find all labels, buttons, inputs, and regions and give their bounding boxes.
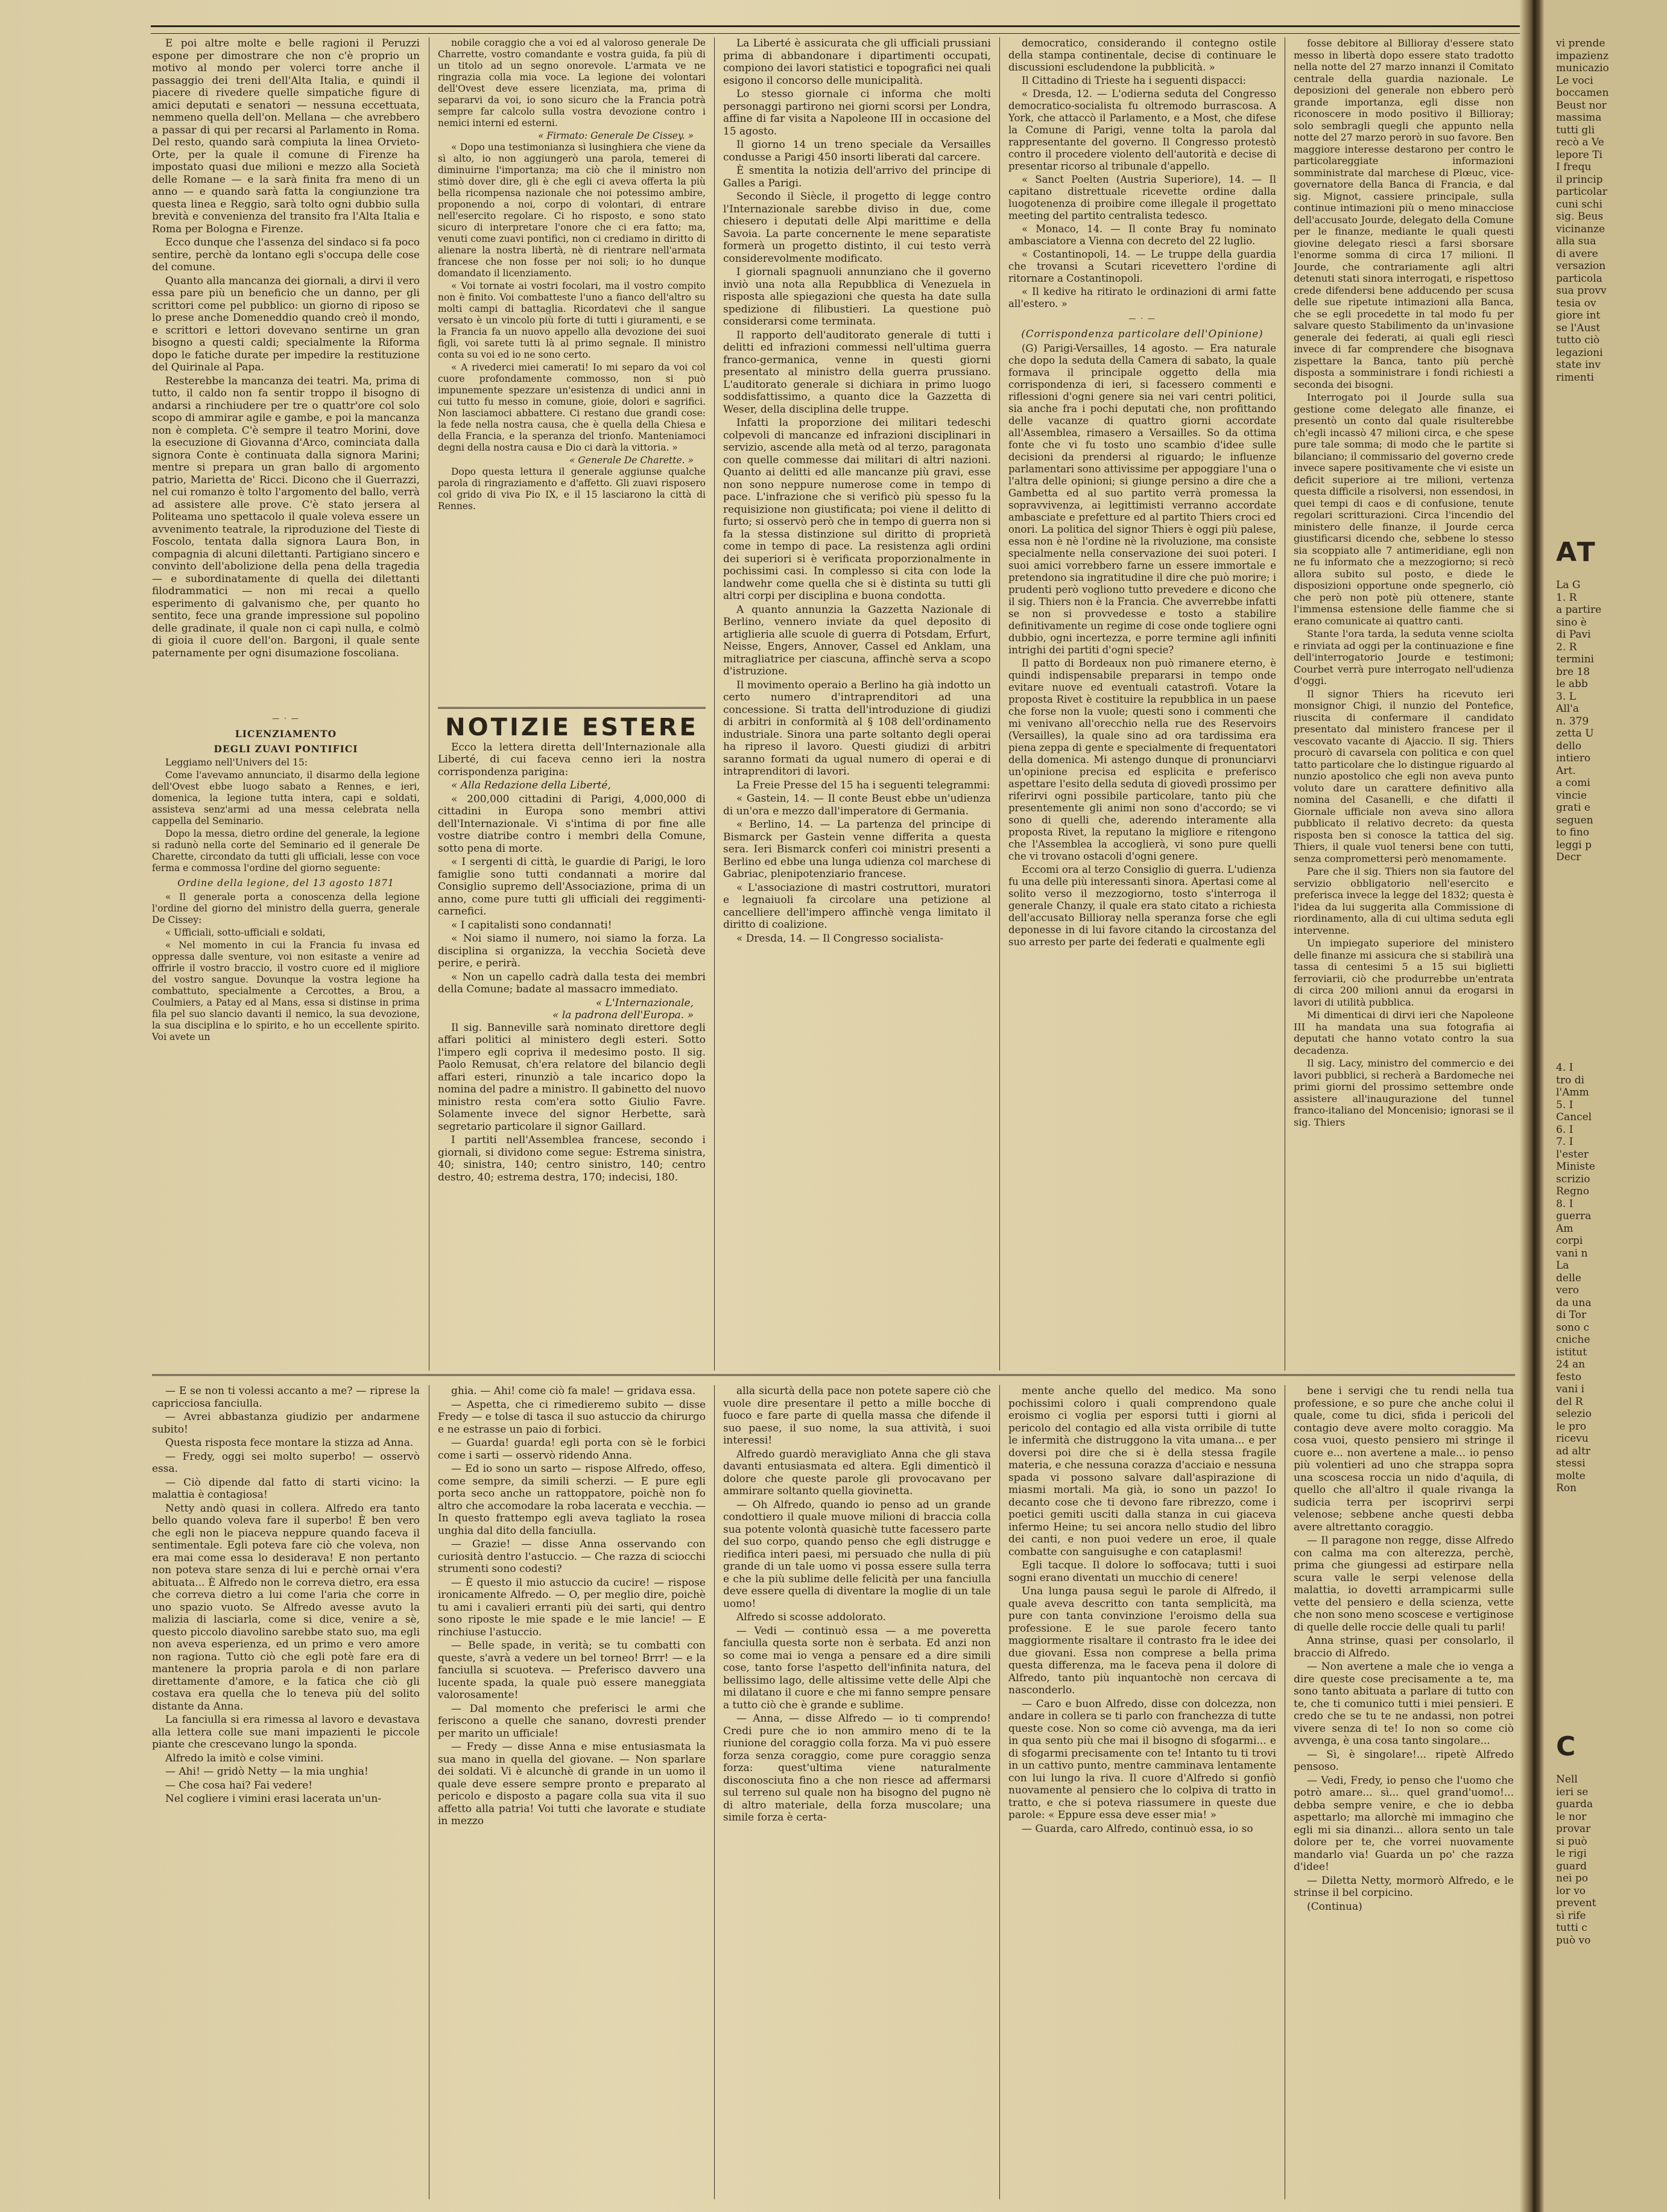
paragraph: « Monaco, 14. — Il conte Bray fu nominato ambasciatore a Vienna con decreto del 22 luglio. [1008, 223, 1276, 247]
facing-page-line: La G [1556, 579, 1581, 591]
facing-page-text-bottom [1556, 1773, 1665, 2196]
facing-page-line: molte [1556, 1469, 1586, 1482]
column-rule [999, 1385, 1000, 2199]
facing-page-line: le pro [1556, 1420, 1587, 1433]
paragraph: Ecco la lettera diretta dell'Internazionale alla Liberté, di cui faceva cenno ieri la nostra corrispondenza parigina: [438, 741, 706, 778]
feuilleton-rule [152, 1374, 1515, 1376]
facing-page-line: impazienz [1556, 49, 1608, 62]
paragraph: — Guarda! guarda! egli porta con sè le forbici come i sarti — osservò ridendo Anna. [438, 1437, 706, 1462]
paragraph: — Caro e buon Alfredo, disse con dolcezza, non andare in collera se ti parlo con franchezza di tutte queste cose. Non so come ciò avvenga, ma da ieri in qua sento più che mai il bisogno di sfogarmi... e di sfogarmi precisamente con te! Intanto tu ti trovi in un cattivo punto, mentre camminava lentamente con lui lungo la riva. Il cuore d'Alfredo si gonfiò nuovamente al pensiero che lo colpiva di tratto in tratto, e che si poteva riassumere in queste due parole: « Eppure essa deve esser mia! » [1008, 1697, 1276, 1821]
paragraph: Interrogato poi il Jourde sulla sua gestione come delegato alle finanze, ei presentò un conto dal quale risulterebbe ch'egli incassò 47 milioni circa, e che spese pure tale somma; di modo che le partite si bilanciano; il commissario del governo crede invece sapere positivamente che vi esiste un deficit superiore ai tre milioni, vertenza questa difficile a risolversi, non essendosi, in quei tempi di caos e di confusione, tenute regolari scritturazioni. Circa l'incendio del ministero delle finanze, il Jourde cerca giustificarsi dicendo che, sebbene lo stesso sia scoppiato alle 7 antimeridiane, egli non ne fu informato che a mezzogiorno; si recò allora subito sul posto, e diede le disposizioni opportune onde spegnerlo, ciò che però non potè più ottenere, stante l'immensa estensione delle fiamme che si erano comunicate ai quattro canti. [1294, 391, 1514, 627]
column-rule [999, 37, 1000, 1371]
paragraph: Pare che il sig. Thiers non sia fautore del servizio obbligatorio nell'esercito e preferisca invece la legge del 1832; questa è l'idea da lui suggerita alla Commissione di riordinamento, alla di cui ultima seduta egli intervenne. [1294, 866, 1514, 936]
facing-page-line: Regno [1556, 1185, 1589, 1197]
paragraph: — Ed io sono un sarto — rispose Alfredo, offeso, come sempre, da simili scherzi. — E pure egli porta seco anche un rattoppatore, poichè non fo altro che accomodare la roba lacerata e vecchia. — In questo frattempo egli aveva tagliato la rosea unghia dal dito della fanciulla. [438, 1463, 706, 1537]
facing-page-line: termini [1556, 653, 1594, 665]
paragraph: « A rivederci miei camerati! Io mi separo da voi col cuore profondamente commosso, non si può impunemente spezzare un'esistenza di undici anni in cui tutto fu messo in comune, gioie, dolori e sagrifici. Non lasciamoci abbattere. Ci restano due grandi cose: la fede nella nostra causa, che è quella della Chiesa e della Francia, e la speranza del trionfo. Manteniamoci degni della nostra causa e Dio ci darà la vittoria. » [438, 362, 706, 453]
paragraph: fosse debitore al Billioray d'essere stato messo in libertà dopo essere stato tradotto nella notte del 27 marzo innanzi il Comitato centrale della guardia nazionale. Le deposizioni del generale non ebbero però grande importanza, egli disse non riconoscere in modo positivo il Billioray; solo sembragli quegli che appunto nella notte del 27 marzo perorò in suo favore. Ben maggiore interesse destarono per contro le particolareggiate informazioni somministrate dal marchese di Plœuc, vice-governatore della Banca di Francia, e dal sig. Mignot, cassiere principale, sulla continue intimazioni più o meno minacciose dell'accusato Jourde, delegato della Comune per le finanze, mediante le quali questi giovine delegato riescì a farsi sborsare l'enorme somma di circa 17 milioni. Il Jourde, che contrariamente agli altri detenuti stati sinora interrogati, e rispettoso crede difendersi bene adducendo per scusa delle sue ripetute intimazioni alla Banca, che se egli procedette in tal modo fu per salvare questo Stabilimento da un'invasione generale dei federati, ai quali egli riescì invece di far comprendere che bisognava zispettare la Banca, tanto più perchè disposta a somministrare i fondi richiesti a seconda dei bisogni. [1294, 37, 1514, 390]
paragraph: — Guarda, caro Alfredo, continuò essa, io so [1022, 1822, 1253, 1835]
paragraph: mente anche quello del medico. Ma sono pochissimi coloro i quali comprendono quale eroismo ci voglia per esporsi tutti i giorni al pericolo del contagio ed alla vista orribile di tutte le infermità che distruggono la vita umana... e per doversi poi dire che si è della stessa fragile materia, e che nessuna corazza d'acciaio e nessuna spada vi possono salvare dall'aspirazione di miasmi mortali. Ma già, io sono un pazzo! Io decanto cose che ti devono fare ribrezzo, come i poetici gemiti usciti dalla stanza in cui giaceva infermo Heine; tu sei ancora nello studio del libro dei canti, e non puoi vedere un eroe, il quale combatte con sanguisughe e con cataplasmi! [1008, 1385, 1276, 1558]
facing-page-line: stessi [1556, 1457, 1586, 1469]
paragraph: « Dresda, 12. — L'odierna seduta del Congresso democratico-socialista fu oltremodo burrascosa. A York, che attaccò il Parlamento, e a Most, che difese la Comune di Parigi, venne tolta la parola dal rappresentante del governo. Il Congresso protestò contro il procedere violento dell'autorità e decise di presentar ricorso al tribunale d'appello. [1008, 88, 1276, 172]
correspondence-heading: (Corrispondenza particolare dell'Opinione) [1021, 328, 1264, 340]
paragraph: Lo stesso giornale ci informa che molti personaggi partirono nei giorni scorsi per Londra, affine di far visita a Napoleone III in occasione del 15 agosto. [723, 88, 991, 138]
paragraph: Dopo la messa, dietro ordine del generale, la legione si radunò nella corte del Seminario ed il generale De Charette, circondato da tutti gli ufficiali, lesse con voce ferma e commossa l'ordine del giorno seguente: [152, 828, 420, 873]
facing-page-line: 3. L [1556, 690, 1576, 703]
facing-page-text-mid [1556, 579, 1665, 1056]
paragraph: Resterebbe la mancanza dei teatri. Ma, prima di tutto, il caldo non fa sentir troppo il bisogno di andarsi a rinchiudere per tre o quattr'ore col solo scopo di ammirar agile e gambe, e poi la mancanza non è completa. C'è sempre il teatro Morini, dove la esecuzione di Giovanna d'Arco, cominciata dalla signora Conte è continuata dalla signora Marini; mentre si prepara un gran ballo di argomento patrio, Marietta de' Ricci. Dicono che il Guerrazzi, nel cui romanzo è tolto l'argomento del ballo, verrà ad assistere alle prove. C'è stato jersera al Politeama uno spettacolo il quale voleva essere un avvenimento teatrale, la riproduzione del Tieste di Foscolo, tentata dalla signora Laura Bon, in compagnia di alcuni dilettanti. Partigiano sincero e convinto dell'abolizione della pena della tragedia — e subordinatamente di quella dei dilettanti filodrammatici — non mi recai a quello esperimento di galvanismo che, per quanto ho sentito, fece una grande impressione sul popolino delle gradinate, il quale non ci capì nulla, e colmò di gioia il cuore dell'on. Bargoni, il quale sente paternamente per ogni disumazione foscoliana. [152, 375, 420, 659]
paragraph: « Sanct Poelten (Austria Superiore), 14. — Il capitano distrettuale ricevette ordine dalla luogotenenza di proibire come illegale il progettato meeting del partito centralista tedesco. [1008, 174, 1276, 221]
paragraph: Il movimento operaio a Berlino ha già indotto un certo numero d'intraprenditori ad una concessione. Si tratta dell'introduzione di giudizi di arbitri in conformità al § 108 dell'ordinamento industriale. Sinora una parte soltanto degli operai ha ripreso il lavoro. Questi giudizi di arbitri saranno formati da ugual numero di operai e di intraprenditori di lavori. [723, 679, 991, 778]
facing-page-line: boccamen [1556, 87, 1609, 99]
facing-page-line: selezio [1556, 1408, 1592, 1420]
paragraph: — Avrei abbastanza giudizio per andarmene subito! [152, 1411, 420, 1436]
signature: « Generale De Charette. » [569, 455, 694, 466]
paragraph: — Ciò dipende dal fatto di starti vicino: la malattia è contagiosa! [152, 1476, 420, 1501]
paragraph: « L'associazione di mastri costruttori, muratori e legnaiuoli fa circolare una petizione al cancelliere dell'impero affinchè venga limitato il diritto di coalizione. [723, 881, 991, 931]
facing-page-line: delle [1556, 1272, 1581, 1284]
facing-page-line: guard [1556, 1860, 1587, 1872]
facing-page-line: zetta U [1556, 727, 1594, 740]
article-heading: LICENZIAMENTO [235, 728, 337, 740]
section-rule [438, 707, 706, 709]
facing-page-line: lepore Ti [1556, 148, 1602, 161]
paragraph: — Non avertene a male che io venga a dire queste cose precisamente a te, ma sono tanto abituata a parlare di tutto con te, che ti comunico tutti i miei pensieri. E credo che se tu te ne andassi, non potrei vivere senza di te! Io non so come ciò avvenga, è una cosa tanto singolare... [1294, 1661, 1514, 1747]
paragraph: Il giorno 14 un treno speciale da Versailles condusse a Parigi 450 insorti liberati dal carcere. [723, 139, 991, 163]
facing-page-line: vi prende [1556, 37, 1605, 49]
column-3 [723, 37, 991, 1367]
column-rule [714, 37, 715, 1371]
facing-page-line: le abb [1556, 678, 1588, 690]
facing-page-line: lor vo [1556, 1884, 1586, 1897]
paragraph: I partiti nell'Assemblea francese, secondo i giornali, si dividono come segue: Estrema sinistra, 40; sinistra, 140; centro sinistro, 140; centro destro, 40; estrema destra, 170; indecisi, 180. [438, 1134, 706, 1184]
paragraph: (G) Parigi-Versailles, 14 agosto. — Era naturale che dopo la seduta della Camera di sabato, la quale formava il principale oggetto della mia corrispondenza di ieri, si facessero commenti e riflessioni d'ogni genere sia nei vari centri politici, sia anche fra i pochi deputati che, non profittando delle vacanze di quattro giorni accordate all'Assemblea, rimasero a Versailles. So da ottima fonte che vi fu tosto uno scambio d'idee sulle decisioni da prendersi al riguardo; le influenze parlamentari sono attivissime per appoggiare l'una o l'altra delle opinioni; si giunge persino a dire che a Gambetta ed al suo partito verrà promessa la sopravvivenza, ai legittimisti verranno accordate ambasciate e prefetture ed al partito Thiers croci ed onori. La politica del signor Thiers è oggi più palese, essa non è nè l'ordine nè la rivoluzione, ma consiste specialmente nella conservazione dei suoi poteri. I suoi amici vorrebbero farne un essere immortale e pretendono sia ingratitudine il dire che può morire; i prudenti però vogliono tutto prevedere e dicono che il sig. Thiers non è la Francia. Che avverrebbe infatti se non si provvedesse e tosto a stabilire definitivamente un regime di cose onde togliere ogni dubbio, ogni incertezza, e porre termine agli infiniti intrighi dei partiti d'ogni specie? [1008, 343, 1276, 656]
paragraph: È smentita la notizia dell'arrivo del principe di Galles a Parigi. [723, 165, 991, 189]
paragraph: Egli tacque. Il dolore lo soffocava; tutti i suoi sogni erano diventati un mucchio di cenere! [1008, 1559, 1276, 1584]
article-subheading: DEGLI ZUAVI PONTIFICI [214, 743, 358, 755]
facing-page-line: particolar [1556, 186, 1607, 198]
facing-page-line: rimenti [1556, 371, 1594, 384]
facing-page-line: seguen [1556, 814, 1593, 826]
facing-page-line: I frequ [1556, 161, 1592, 173]
paragraph: La fanciulla si era rimessa al lavoro e devastava alla lettera colle sue mani impazienti le piccole piante che crescevano lungo la sponda. [152, 1714, 420, 1751]
paragraph: (Continua) [1307, 1900, 1362, 1913]
order-heading: Ordine della legione, del 13 agosto 1871 [177, 878, 394, 889]
paragraph: — Fredy — disse Anna e mise entusiasmata la sua mano in quella del giovane. — Non sparlare dei soldati. Vi è alcunchè di grande in un uomo il quale deve essere sempre pronto e preparato al pericolo e disposto a pagare colla sua vita il suo affetto alla patria! Voi tutti che lavorate e studiate in mezzo [438, 1741, 706, 1827]
paragraph: Infatti la proporzione dei militari tedeschi colpevoli di mancanze ed infrazioni disciplinari in servizio, ascende alla metà od al terzo, paragonata con quelle commesse dai militari di altri nazioni. Quanto ai delitti ed alle mancanze più gravi, esse non sono neppure numerose come in tempo di pace. L'infrazione che si verificò più spesso fu la requisizione non giustificata; poi viene il delitto di furto; si osservò però che in tempo di guerra non si fa la stessa distinzione sul diritto di proprietà come in tempo di pace. La resistenza agli ordini dei superiori si è verificata proporzionalmente in pochissimi casi. In complesso si cita con lode la landwehr come quella che si è distinta su tutti gli altri corpi per disciplina e buona condotta. [723, 417, 991, 602]
paragraph: Il Cittadino di Trieste ha i seguenti dispacci: [1022, 75, 1247, 86]
facing-page-line: sono c [1556, 1321, 1590, 1334]
feuilleton-column-3 [723, 1385, 991, 2199]
paragraph: — Sì, è singolare!... ripetè Alfredo pensoso. [1294, 1748, 1514, 1773]
facing-page-line: particola [1556, 272, 1602, 285]
paragraph: La Freie Presse del 15 ha i seguenti telegrammi: [736, 779, 990, 791]
facing-page-line: può vo [1556, 1934, 1591, 1947]
paragraph: Alfredo si scosse addolorato. [736, 1611, 886, 1623]
paragraph: Una lunga pausa seguì le parole di Alfredo, il quale aveva descritto con tanta semplicità, ma pure con tanta convinzione l'eroismo della sua professione. E le sue parole fecero tanto maggiormente risaltare il contrasto fra le idee dei due giovani. Essa non comprese a bella prima questa differenza, ma le faceva pena il dolore di Alfredo, tanto più inquantochè non cercava di nasconderlo. [1008, 1585, 1276, 1696]
facing-page-line: 6. I [1556, 1123, 1574, 1136]
paragraph: — Il paragone non regge, disse Alfredo con calma ma con alterezza, perchè, prima che giungessi ad estirpare nella scura valle le serpi velenose della malattia, io dovetti arrampicarmi sulle vette del pensiero e della scienza, vette che non sono meno scoscese e vertiginose di quelle delle roccie delle quali tu parli! [1294, 1535, 1514, 1634]
paragraph: nobile coraggio che a voi ed al valoroso generale De Charrette, vostro comandante e vostra guida, fa più di un titolo ad un segno onorevole. L'armata ve ne ringrazia colla mia voce. La legione dei volontari dell'Ovest deve essere licenziata, ma, prima di separarvi da voi, io sono sicuro che la Francia potrà sempre far calcolo sulla vostra devozione contro i nemici interni ed esterni. [438, 37, 706, 128]
facing-page-line: All'a [1556, 703, 1579, 715]
facing-page-line: da una [1556, 1296, 1592, 1309]
facing-page-line: prevent [1556, 1897, 1596, 1909]
paragraph: Secondo il Siècle, il progetto di legge contro l'Internazionale sarebbe diviso in due, come chiesero i deputati delle Alpi marittime e della Savoia. La parte concernente le mene separatiste formerà un progetto distinto, il cui testo verrà considerevolmente modificato. [723, 191, 991, 265]
column-4 [1008, 37, 1276, 1367]
facing-page-line: di Pavi [1556, 629, 1591, 641]
paragraph: Ecco dunque che l'assenza del sindaco si fa poco sentire, perchè da lontano egli s'occupa delle cose del comune. [152, 236, 420, 273]
paragraph: Nel cogliere i vimini erasi lacerata un'un- [165, 1793, 382, 1805]
facing-page-line: Am [1556, 1222, 1574, 1235]
facing-page-line: tesia ov [1556, 297, 1596, 309]
paragraph: — Diletta Netty, mormorò Alfredo, e le strinse il bel corpicino. [1294, 1874, 1514, 1899]
paragraph: A quanto annunzia la Gazzetta Nazionale di Berlino, vennero inviate da quel deposito di artiglieria alle scuole di guerra di Potsdam, Erfurt, Neisse, Engers, Annover, Cassel ed Anklam, una mitragliatrice per ciascuna, affinchè serva a scopo d'istruzione. [723, 603, 991, 677]
facing-page-line: legazioni [1556, 346, 1603, 359]
paragraph: Dopo questa lettura il generale aggiunse qualche parola di ringraziamento e d'affetto. Gli zuavi risposero col grido di viva Pio IX, e il 15 lasciarono la città di Rennes. [438, 466, 706, 512]
facing-page-heading-2: C [1556, 1731, 1578, 1762]
paragraph: ghia. — Ahi! come ciò fa male! — gridava essa. [451, 1385, 696, 1397]
facing-page-line: del R [1556, 1395, 1583, 1408]
facing-page-line: cniche [1556, 1334, 1590, 1346]
column-1-zuavi [152, 711, 420, 1367]
facing-page-line: istitut [1556, 1346, 1587, 1358]
facing-page-line: ieri se [1556, 1786, 1589, 1798]
facing-page-line: tutti gli [1556, 124, 1595, 136]
paragraph: « Il generale porta a conoscenza della legione l'ordine del giorno del ministro della guerra, generale De Cissey: [152, 892, 420, 925]
facing-page-line: leggi p [1556, 838, 1592, 851]
paragraph: Eccomi ora al terzo Consiglio di guerra. L'udienza fu una delle più interessanti sinora. Apertasi come al solito verso il mezzogiorno, tosto s'interroga il generale Chanzy, il quale era stato citato a richiesta dell'accusato Billioray nella speranza forse che egli deponesse in di lui favore citando la circostanza del suo arresto per parte dei federati e qualmente egli [1008, 864, 1276, 948]
paragraph: democratico, considerando il contegno ostile della stampa continentale, decise di continuare le discussioni escludendone la pubblicità. » [1008, 37, 1276, 73]
paragraph: — Ahi! — gridò Netty — la mia unghia! [165, 1766, 369, 1778]
facing-page-line: scrizio [1556, 1173, 1590, 1185]
facing-page-line: bre 18 [1556, 665, 1590, 678]
paragraph: — E se non ti volessi accanto a me? — riprese la capricciosa fanciulla. [152, 1385, 420, 1410]
facing-page-line: massima [1556, 112, 1602, 124]
paragraph: « Voi tornate ai vostri focolari, ma il vostro compito non è finito. Voi combatteste l'uno a fianco dell'altro su molti campi di battaglia. Ricordatevi che il sangue versato è un vincolo più forte di tutti i giuramenti, e se la Francia fa un nuovo appello alla devozione dei suoi figli, voi sarete tutti là al primo segnale. Il ministro conta su voi ed io ne sono certo. [438, 280, 706, 360]
paragraph: — È questo il mio astuccio da cucire! — rispose ironicamente Alfredo. — O, per meglio dire, poichè tu ami i cavalieri erranti più dei sarti, qui dentro sono riposte le mie spade e le mie lancie! — E rinchiuse l'astuccio. [438, 1576, 706, 1638]
facing-page-line: 2. R [1556, 641, 1577, 653]
paragraph: « Alla Redazione della Liberté, [451, 779, 611, 791]
facing-page-line: vincie [1556, 789, 1587, 802]
paragraph: E poi altre molte e belle ragioni il Peruzzi espone per dimostrare che non c'è proprio un motivo al mondo per volerci torre anche il passaggio dei treni dell'Alta Italia, e quindi il piacere di rivedere quelle simpatiche figure di amici deputati e senatori — nessuna eccettuata, nemmeno quella dell'on. Mellana — che avrebbero a passar di qui per recarsi al Parlamento in Roma. Del resto, quando sarà compiuta la linea Orvieto-Orte, per la quale il comune di Firenze ha impostato quasi due milioni e mezzo alla Società delle Romane — e la sarà finita fra meno di un anno — e quando sarà fatta la congiunzione tra questa linea e Reggio, sarà tolto ogni dubbio sulla brevità e convenienza del transito fra l'Alta Italia e Roma per Bologna e Firenze. [152, 37, 420, 235]
facing-page-line: recò a Ve [1556, 136, 1604, 148]
facing-page-line: provar [1556, 1823, 1591, 1835]
feuilleton-column-4 [1008, 1385, 1276, 2199]
paragraph: « 200,000 cittadini di Parigi, 4,000,000 di cittadini in Europa sono membri attivi dell'Internazionale. Vi s'intima di por fine alle vostre diatribe contro i membri della Comune, sotto pena di morte. [438, 793, 706, 855]
paragraph: Il sig. Banneville sarà nominato direttore degli affari politici al ministero degli esteri. Sotto l'impero egli copriva il medesimo posto. Il sig. Paolo Remusat, ch'era relatore del bilancio degli affari esteri, rinunziò a tale incarico dopo la nomina del padre a ministro. Il gabinetto del nuovo ministro resta com'era sotto Giulio Favre. Solamente invece del signor Herbette, sarà segretario particolare il signor Gaillard. [438, 1021, 706, 1133]
facing-page-line: festo [1556, 1371, 1582, 1383]
paragraph: — Vedi — continuò essa — a me poveretta fanciulla questa sorte non è serbata. Ed anzi non so come mai io venga a pensare ed a dire simili cose, tanto forse l'aspetto dell'infinita natura, del bellissimo lago, delle altissime vette delle Alpi che mi dilatano il cuore e che mi fanno sempre pensare a tutto ciò che è grande e sublime. [723, 1624, 991, 1711]
facing-page-line: guarda [1556, 1798, 1593, 1810]
facing-page-line: a partire [1556, 604, 1602, 616]
paragraph: « Noi siamo il numero, noi siamo la forza. La disciplina si organizza, la vecchia Società deve perire, e perirà. [438, 933, 706, 969]
facing-page-line: vicinanze [1556, 223, 1605, 235]
facing-page-line: 1. R [1556, 591, 1577, 604]
page-gutter [1520, 0, 1544, 2212]
feuilleton-column-5 [1294, 1385, 1514, 2199]
paragraph: Alfredo guardò meravigliato Anna che gli stava davanti entusiasmata ed altera. Egli dimenticò il dolore che queste parole gli provocavano per ammirare soltanto quella giovinetta. [723, 1448, 991, 1497]
paragraph: — Anna, — disse Alfredo — io ti comprendo! Credi pure che io non ammiro meno di te la riunione del coraggio colla forza. Ma vi può essere forza senza coraggio, come pure coraggio senza forza: quest'ultima viene naturalmente disconosciuta fino a che non riesce ad affermarsi sul terreno sul quale non ha bisogno del pugno nè di altro materiale, della forza muscolare; una simile forza è certa- [723, 1713, 991, 1824]
feuilleton-column-2 [438, 1385, 706, 2199]
paragraph: La Liberté è assicurata che gli ufficiali prussiani prima di abbandonare i dipartimenti occupati, compiono dei lavori statistici e topografici nei quali esigono il concorso delle municipalità. [723, 37, 991, 87]
paragraph: — Belle spade, in verità; se tu combatti con queste, s'avrà a vedere un bel torneo! Brrr! — e la fanciulla si scuoteva. — Preferisco davvero una lucente spada, la quale può essere maneggiata valorosamente! [438, 1640, 706, 1701]
facing-page-line: municazio [1556, 62, 1609, 74]
paragraph: Mi dimenticai di dirvi ieri che Napoleone III ha mandata una sua fotografia ai deputati che hanno votato contro la sua decadenza. [1294, 1009, 1514, 1056]
facing-page-line: 5. I [1556, 1098, 1574, 1111]
facing-page-line: n. 379 [1556, 715, 1589, 727]
facing-page-line: Art. [1556, 764, 1576, 777]
facing-page-line: le rigi [1556, 1848, 1587, 1860]
paragraph: « Dopo una testimonianza sì lusinghiera che viene da sì alto, io non aggiungerò una parola, temerei di diminuirne l'importanza; ma ciò che il ministro non stimò dover dire, gli è che egli ci aveva offerta la più bella ricompensa nazionale che noi potessimo ambire, proponendo a noi, corpo di volontari, di entrare nell'esercito regolare. Ci ho risposto, e sono stato sicuro di interpretare l'onore che ci era fatto; ma, venuti come zuavi pontifici, non ci crediamo in diritto di alienare la nostra libertà, nè di rientrare nell'armata francese che non fosse per noi soli; io ho dunque domandato il licenziamento. [438, 142, 706, 279]
separator: — · — [272, 714, 300, 723]
paragraph: — Vedi, Fredy, io penso che l'uomo che potrò amare... sì... quel grand'uomo!... debba sempre venire, e che io debba aspettarlo; ma allorchè mi immagino che egli mi sia dinanzi... allora sento un tale dolore per te, che vorrei nuovamente mandarlo via! Guarda un po' che razza d'idee! [1294, 1774, 1514, 1873]
column-2 [438, 37, 706, 701]
paragraph: Stante l'ora tarda, la seduta venne sciolta e rinviata ad oggi per la continuazione e fine dell'interrogatorio Jourde e testimoni; Courbet verrà pure interrogato nell'udienza d'oggi. [1294, 628, 1514, 686]
facing-page-line: vani i [1556, 1383, 1584, 1395]
facing-page-line: Cancel [1556, 1111, 1592, 1123]
paragraph: « Costantinopoli, 14. — Le truppe della guardia che trovansi a Scutari ricevettero l'ordine di ritornare a Costantinopoli. [1008, 249, 1276, 284]
facing-page-line: di avere [1556, 247, 1598, 260]
facing-page-line: corpi [1556, 1235, 1583, 1247]
paragraph: — Oh Alfredo, quando io penso ad un grande condottiero il quale muove milioni di braccia colla sua potente volontà quasichè tutte facessero parte del suo corpo, quando penso che egli distrugge e riedifica interi paesi, mi persuado che nulla di più grande di un tale uomo vi possa essere sulla terra e che la più sublime delle felicità per una fanciulla deve essere quella di diventare la moglie di un tale uomo! [723, 1498, 991, 1610]
separator: — · — [1128, 314, 1156, 323]
facing-page-line: l'Amm [1556, 1086, 1589, 1098]
facing-page-line: si può [1556, 1835, 1587, 1848]
signature: « Firmato: Generale De Cissey. » [537, 130, 694, 141]
facing-page-line: Le voci [1556, 74, 1593, 87]
facing-page-text-top [1556, 37, 1665, 514]
paragraph: Il rapporto dell'auditorato generale di tutti i delitti ed infrazioni commessi nell'ultima guerra franco-germanica, venne in questi giorni presentato al ministro della guerra prussiano. L'auditorato generale si dichiara in primo luogo soddisfattissimo, a quanto dice la Gazzetta di Weser, della disciplina delle truppe. [723, 329, 991, 416]
paragraph: Quanto alla mancanza dei giornali, a dirvi il vero essa pare più un beneficio che un danno, per gli scrittori come pel pubblico: un giorno di riposo se lo prese anche Domeneddio quando creò il mondo, e scrittori e lettori dovevano sentirne un gran bisogno a questi caldi; specialmente la Riforma dopo le fatiche durate per impedire la restituzione del Quirinale al Papa. [152, 274, 420, 373]
facing-page-line: tutto ciò [1556, 334, 1600, 346]
paragraph: « I sergenti di città, le guardie di Parigi, le loro famiglie sono tutti condannati a morire dal Consiglio supremo dell'Associazione, prima di un anno, come pure tutti gli ufficiali dei reggimenti-carnefici. [438, 856, 706, 917]
paragraph: — Dal momento che preferisci le armi che feriscono a quelle che sanano, dovresti prender per marito un ufficiale! [438, 1702, 706, 1740]
facing-page-line: 24 an [1556, 1358, 1586, 1371]
paragraph: Netty andò quasi in collera. Alfredo era tanto bello quando voleva fare il superbo! È ben vero che egli non le piaceva neppure quando faceva il sentimentale. Egli poteva fare ciò che voleva, non era mai come essa lo desiderava! E non pertanto non poteva stare senza di lui e perchè ornai v'era abituata... È Alfredo non le correva dietro, era essa che correva dietro a lui come l'aria che corre in uno spazio vuoto. Se Alfredo avesse avuto la malizia di lasciarla, come si dice, venire a sè, questo piccolo diavolino sarebbe stato suo, ma egli non aveva esperienza, ed un primo e vero amore non ragiona. Tutto ciò che egli potè fare era di mantenere la propria parola e di non parlare direttamente d'amore, e la fatica che ciò gli costava era quella che lo teneva più del solito distante da Anna. [152, 1502, 420, 1713]
facing-page-line: to fino [1556, 826, 1589, 838]
paragraph: — Fredy, oggi sei molto superbo! — osservò essa. [152, 1450, 420, 1475]
top-rule [151, 25, 1520, 34]
facing-page-line: sig. Beus [1556, 211, 1604, 223]
facing-page-line: tutti c [1556, 1922, 1587, 1934]
facing-page-line: 4. I [1556, 1062, 1574, 1074]
facing-page-line: Beust nor [1556, 99, 1607, 112]
facing-page-line: 7. I [1556, 1136, 1574, 1148]
facing-page-line: Nell [1556, 1773, 1578, 1786]
paragraph: « I capitalisti sono condannati! [451, 919, 612, 931]
facing-page-line: sua provv [1556, 285, 1607, 297]
paragraph: Anna strinse, quasi per consolarlo, il braccio di Alfredo. [1294, 1635, 1514, 1659]
facing-page-line: grati e [1556, 802, 1590, 814]
facing-page-line: a comi [1556, 777, 1590, 789]
facing-page-line: intiero [1556, 752, 1591, 764]
facing-page-line: La [1556, 1260, 1569, 1272]
facing-page-line: di Tor [1556, 1309, 1587, 1321]
signature: « la padrona dell'Europa. » [552, 1009, 694, 1021]
paragraph: alla sicurtà della pace non potete sapere ciò che vuole dire presentare il petto a mille bocche di fuoco e fare parte di quella massa che difende il suo paese, il suo nome, la sua attività, i suoi interessi! [723, 1385, 991, 1447]
facing-page-line: tro di [1556, 1074, 1584, 1086]
paragraph: « Ufficiali, sotto-ufficiali e soldati, [165, 927, 326, 938]
facing-page-line: se l'Aust [1556, 322, 1601, 334]
facing-page-line: l'ester [1556, 1148, 1589, 1161]
paragraph: Il sig. Lacy, ministro del commercio e dei lavori pubblici, si recherà a Bardomeche nei primi giorni del prossimo settembre onde assistere all'inaugurazione del tunnel franco-italiano del Moncenisio; ignorasi se il sig. Thiers [1294, 1057, 1514, 1128]
facing-page-line: vero [1556, 1284, 1580, 1296]
paragraph: — Aspetta, che ci rimedieremo subito — disse Fredy — e tolse di tasca il suo astuccio da chirurgo e ne estrasse un paio di forbici. [438, 1398, 706, 1436]
paragraph: Questa risposta fece montare la stizza ad Anna. [165, 1437, 414, 1449]
facing-page-line: sino è [1556, 616, 1587, 629]
facing-page-line: state inv [1556, 359, 1601, 371]
facing-page-line: alla sua [1556, 235, 1596, 247]
facing-page-line: guerra [1556, 1210, 1592, 1222]
facing-page-line: Ron [1556, 1482, 1577, 1494]
paragraph: bene i servigi che tu rendi nella tua professione, e so pure che anche colui il quale, come tu dici, sfida i pericoli del contagio deve avere molto coraggio. Ma cosa vuoi, questo pensiero mi stringe il cuore e... non avertene a male... io penso più volentieri ad uno che strappa sopra una scoscesa roccia un nido d'aquila, di quello che all'altro il quale rivanga la sudicia terra per iscoprirvi serpi velenose; sebbene anche questi debba avere altrettanto coraggio. [1294, 1385, 1514, 1533]
paragraph: Come l'avevamo annunciato, il disarmo della legione dell'Ovest ebbe luogo sabato a Rennes, e ieri, domenica, la legione tutta intera, capi e soldati, assisteva senz'armi ad una messa celebrata nella cappella del Seminario. [152, 770, 420, 826]
facing-page-line: ad altr [1556, 1445, 1590, 1457]
facing-page-line: nei po [1556, 1872, 1588, 1884]
signature: « L'Internazionale, [595, 997, 694, 1009]
facing-page-line: vani n [1556, 1247, 1588, 1260]
facing-page-line: versazion [1556, 260, 1606, 272]
feuilleton-column-1 [152, 1385, 420, 2199]
facing-page-line: le nor [1556, 1810, 1587, 1823]
paragraph: « Nel momento in cui la Francia fu invasa ed oppressa dalle sventure, voi non esitaste a venire ad offrirle il vostro braccio, il vostro cuore ed il migliore del vostro sangue. Dovunque la vostra legione ha combattuto, specialmente a Cercottes, a Brou, a Coulmiers, a Patay ed al Mans, essa si distinse in prima fila pel suo slancio davanti il nemico, la sua devozione, la sua disciplina e lo spirito, e ho un eccellente spirito. Voi avete un [152, 940, 420, 1042]
paragraph: « Non un capello cadrà dalla testa dei membri della Comune; badate al massacro immediato. [438, 971, 706, 995]
column-2-foreign-news [438, 715, 706, 1367]
section-heading: NOTIZIE ESTERE [445, 715, 698, 741]
paragraph: Il patto di Bordeaux non può rimanere eterno, è quindi indispensabile prepararsi in tempo onde evitare nuove ed eventuali catastrofi. Votare la proposta Rivet è costituire la repubblica in un paese che forse non la vuole; questi sono i commenti che mi venivano all'orecchio nella rue des Reservoirs (Versailles), la quale sino ad ora tardissima era piena zeppa di gente e specialmente di frequentatori della domenica. Mi astengo dunque di pronunciarvi un'opinione precisa ed esplicita e preferisco aspettare l'esito della seduta di giovedì prossimo per riferirvi ogni possibile particolare, tanto più che presentemente gli animi non sono d'accordo; se vi sono di quelli che, aderendo interamente alla proposta Rivet, la reputano la migliore e ritengono che l'Assemblea la accoglierà, vi sono pure quelli che vi trovano ostacoli d'ogni genere. [1008, 658, 1276, 862]
column-5 [1294, 37, 1514, 1367]
paragraph: Leggiamo nell'Univers del 15: [165, 757, 308, 768]
paragraph: Il signor Thiers ha ricevuto ieri monsignor Chigi, il nunzio del Pontefice, riuscita di confermare il candidato presentato dal ministero francese per il vescovato vacante di Ajaccio. Il sig. Thiers procurò di cavarsela con politica e con quel tatto particolare che lo distingue riguardo al nunzio apostolico che egli non aveva punto voluto dare un carattere definitivo alla nomina del Casanelli, e che difatti il Giornale ufficiale non aveva sino allora pubblicato il relativo decreto: da questa risposta ben si conosce la tattica del sig. Thiers, il quale vuol tenersi bene con tutti, senza compromettersi però menomamente. [1294, 688, 1514, 864]
facing-page-line: dello [1556, 740, 1582, 752]
column-rule [714, 1385, 715, 2199]
facing-page-line: Decr [1556, 851, 1581, 863]
paragraph: — Grazie! — disse Anna osservando con curiosità dentro l'astuccio. — Che razza di sciocchi strumenti sono codesti? [438, 1538, 706, 1575]
facing-page-line: ricevu [1556, 1433, 1589, 1445]
facing-page-line: il princip [1556, 173, 1603, 186]
paragraph: « Gastein, 14. — Il conte Beust ebbe un'udienza di un'ora e mezzo dall'imperatore di Germania. [723, 793, 991, 817]
facing-page-text-low [1556, 1062, 1665, 1713]
column-1 [152, 37, 420, 706]
paragraph: — Che cosa hai? Fai vedere! [165, 1779, 313, 1792]
facing-page-line: cuni schi [1556, 198, 1602, 211]
paragraph: « Il kedive ha ritirato le ordinazioni di armi fatte all'estero. » [1008, 286, 1276, 309]
facing-page-line: Ministe [1556, 1161, 1595, 1173]
paragraph: Un impiegato superiore del ministero delle finanze mi assicura che si stabilirà una tassa di centesimi 5 a 15 sui biglietti ferroviarii, ciò che produrrebbe un'entrata di circa 200 milioni annui da erogarsi in lavori di utilità pubblica. [1294, 937, 1514, 1008]
paragraph: « Berlino, 14. — La partenza del principe di Bismarck per Gastein venne differita a questa sera. Ieri Bismarck conferì coi ministri presenti a Berlino ed ebbe una lunga udienza col marchese di Gabriac, plenipotenziario francese. [723, 819, 991, 880]
facing-page-line: sì rife [1556, 1909, 1586, 1922]
paragraph: I giornali spagnuoli annunziano che il governo inviò una nota alla Repubblica di Venezuela in risposta alle spiegazioni che questa ha date sulla spedizione di filibustieri. La questione può considerarsi come terminata. [723, 266, 991, 328]
facing-page-heading: AT [1556, 537, 1598, 568]
facing-page-line: giore int [1556, 309, 1601, 322]
paragraph: « Dresda, 14. — Il Congresso socialista- [736, 932, 944, 945]
facing-page-line: 8. I [1556, 1197, 1574, 1210]
paragraph: Alfredo la imitò e colse vimini. [165, 1752, 324, 1764]
